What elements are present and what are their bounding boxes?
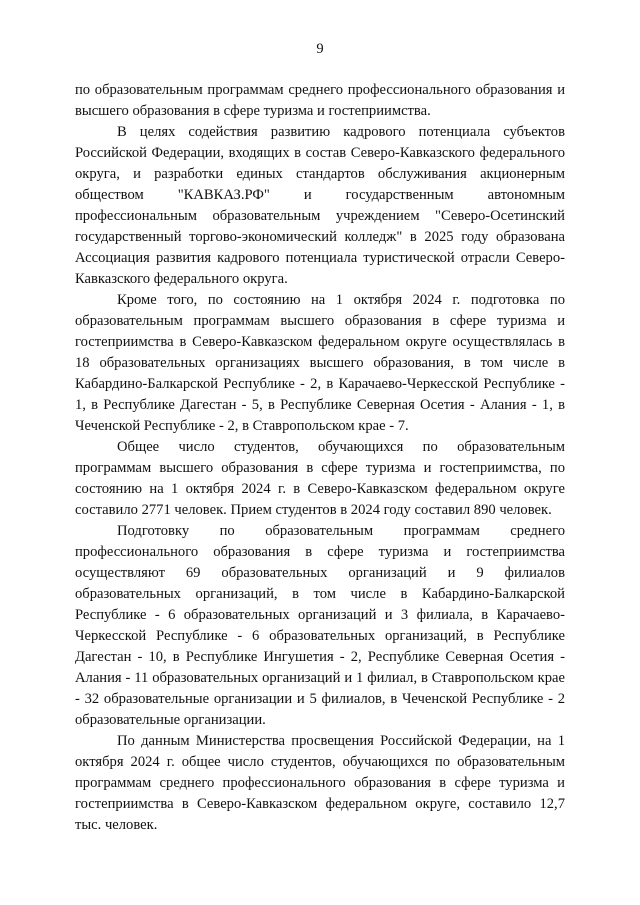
paragraph-continued: по образовательным программам среднего профессионального образования и высшего образования в сфере туризма и гостеприимства. <box>75 82 565 119</box>
paragraph-ministry-data: По данным Министерства просвещения Российской Федерации, на 1 октября 2024 г. общее число студентов, обучающихся по образовательным программам среднего профессионального образования в сфере туризма и гостеприимства в Северо-Кавказском федеральном округе, составило 12,7 тыс. человек. <box>75 733 565 833</box>
paragraph-student-count: Общее число студентов, обучающихся по образовательным программам высшего образования в сфере туризма и гостеприимства, по состоянию на 1 октября 2024 г. в Северо-Кавказском федеральном округе составило 2771 человек. Прием студентов в 2024 году составил 890 человек. <box>75 439 565 518</box>
paragraph-higher-education: Кроме того, по состоянию на 1 октября 2024 г. подготовка по образовательным программам высшего образования в сфере туризма и гостеприимства в Северо-Кавказском федеральном округе осуществлялась в 18 образовательных организациях высшего образования, в том числе в Кабардино-Балкарской Республике - 2, в Карачаево-Черкесской Республике - 1, в Республике Дагестан - 5, в Республике Северная Осетия - Алания - 1, в Чеченской Республике - 2, в Ставропольском крае - 7. <box>75 292 565 434</box>
document-body <box>75 80 565 836</box>
paragraph-association: В целях содействия развитию кадрового потенциала субъектов Российской Федерации, входящих в состав Северо-Кавказского федерального округа, и разработки единых стандартов обслуживания акционерным обществом "КАВКАЗ.РФ" и государственным автономным профессиональным образовательным учреждением "Северо-Осетинский государственный торгово-экономический колледж" в 2025 году образована Ассоциация развития кадрового потенциала туристической отрасли Северо-Кавказского федерального округа. <box>75 124 565 287</box>
paragraph-vocational-education: Подготовку по образовательным программам среднего профессионального образования в сфере туризма и гостеприимства осуществляют 69 образовательных организаций и 9 филиалов образовательных организаций, в том числе в Кабардино-Балкарской Республике - 6 образовательных организаций и 3 филиала, в Карачаево-Черкесской Республике - 6 образовательных организаций, в Республике Дагестан - 10, в Республике Ингушетия - 2, Республике Северная Осетия - Алания - 11 образовательных организаций и 1 филиал, в Ставропольском крае - 32 образовательные организации и 5 филиалов, в Чеченской Республике - 2 образовательные организации. <box>75 523 565 728</box>
page-number: 9 <box>316 41 324 57</box>
